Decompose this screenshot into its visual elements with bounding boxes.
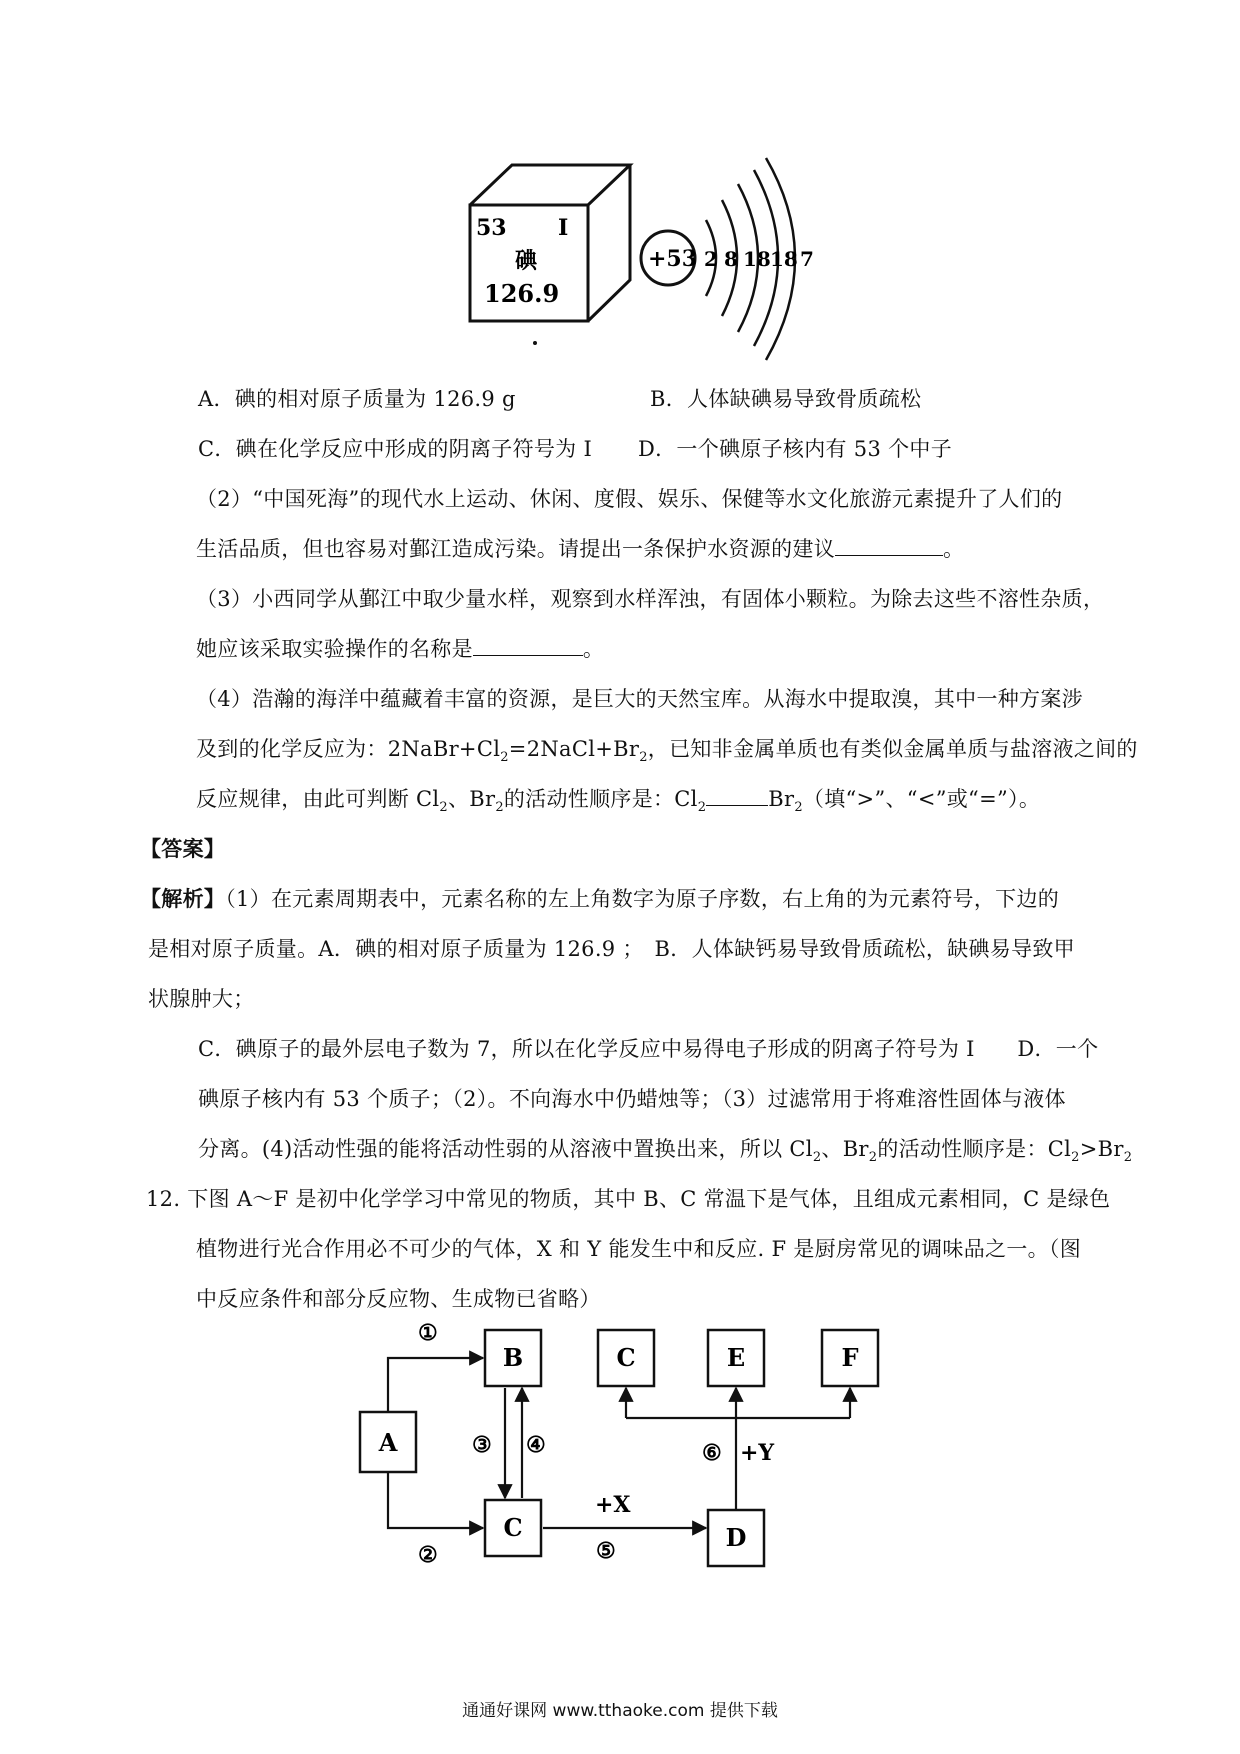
reaction-text-a: 及到的化学反应为：2NaBr+Cl bbox=[196, 737, 501, 761]
footer-text: 通通好课网 www.tthaoke.com 提供下载 bbox=[462, 1701, 778, 1721]
option-d: D．一个碘原子核内有 53 个中子 bbox=[638, 437, 953, 461]
subscript: 2 bbox=[1071, 1150, 1080, 1166]
answer-blank-activity[interactable] bbox=[706, 785, 768, 806]
iodine-figure bbox=[460, 140, 840, 380]
analysis-label: 【解析】 bbox=[140, 886, 226, 911]
analysis-line4: C．碘原子的最外层电子数为 7，所以在化学反应中易得电子形成的阴离子符号为 I D．一个 bbox=[198, 1037, 1099, 1061]
q12-line1: 12. 下图 A～F 是初中化学学习中常见的物质，其中 B、C 常温下是气体，且组成元素相同，C 是绿色 bbox=[146, 1187, 1111, 1211]
option-a: A．碘的相对原子质量为 126.9 g bbox=[198, 387, 516, 411]
element-symbol: I bbox=[558, 215, 569, 241]
analysis-line3: 状腺肿大； bbox=[148, 987, 255, 1011]
nucleus-charge: +53 bbox=[648, 246, 698, 272]
q12-line2: 植物进行光合作用必不可少的气体，X 和 Y 能发生中和反应. F 是厨房常见的调味品之一。（图 bbox=[196, 1237, 1082, 1261]
q11-part2-line1: （2）“中国死海”的现代水上运动、休闲、度假、娱乐、保健等水文化旅游元素提升了人们的 bbox=[196, 487, 1063, 511]
subscript: 2 bbox=[639, 750, 648, 766]
reaction-text-b: =2NaCl+Br bbox=[508, 737, 640, 761]
box-b-label: B bbox=[502, 1343, 524, 1372]
reaction-diagram bbox=[350, 1300, 950, 1590]
q11-part3-line2 bbox=[196, 634, 604, 664]
q11-part3-text: 她应该采取实验操作的名称是 bbox=[196, 637, 473, 661]
reaction-text-c: ，已知非金属单质也有类似金属单质与盐溶液之间的 bbox=[647, 737, 1138, 761]
element-number: 53 bbox=[476, 215, 507, 241]
box-f-label: F bbox=[841, 1343, 859, 1372]
atom-structure bbox=[641, 158, 814, 360]
activity-text-a: 反应规律，由此可判断 Cl bbox=[196, 787, 440, 811]
reaction-2-label: ② bbox=[418, 1542, 438, 1568]
plus-x-label: +X bbox=[595, 1492, 631, 1518]
bottom-dot bbox=[533, 341, 537, 345]
answer-heading: 【答案】 bbox=[140, 836, 226, 861]
subscript: 2 bbox=[500, 750, 509, 766]
q11-part3-line1: （3）小西同学从鄞江中取少量水样，观察到水样浑浊，有固体小颗粒。为除去这些不溶性杂质， bbox=[196, 587, 1105, 611]
box-c-top-label: C bbox=[616, 1343, 636, 1372]
q12-line3: 中反应条件和部分反应物、生成物已省略） bbox=[196, 1287, 601, 1311]
analysis-line5: 碘原子核内有 53 个质子；（2）。不向海水中仍蜡烛等；（3）过滤常用于将难溶性固体与液体 bbox=[198, 1087, 1066, 1111]
element-name: 碘 bbox=[515, 248, 538, 274]
arrow-a-to-b bbox=[388, 1358, 483, 1412]
subscript: 2 bbox=[1123, 1150, 1133, 1166]
reaction-diagram-svg bbox=[350, 1300, 950, 1590]
shell-2-count: 8 bbox=[724, 247, 738, 271]
analysis-6d: >Br bbox=[1079, 1137, 1124, 1161]
analysis-line6 bbox=[198, 1134, 1132, 1173]
analysis-line2: 是相对原子质量。A．碘的相对原子质量为 126.9 ； B．人体缺钙易导致骨质疏松，缺碘易导致甲 bbox=[148, 937, 1075, 961]
analysis-line1 bbox=[140, 884, 1059, 914]
box-a-label: A bbox=[378, 1428, 398, 1457]
q11-part4-line2 bbox=[196, 734, 1138, 773]
reaction-3-label: ③ bbox=[472, 1432, 492, 1458]
q11-part2-line2 bbox=[196, 534, 964, 564]
box-e-label: E bbox=[726, 1343, 746, 1372]
plus-y-label: +Y bbox=[740, 1440, 775, 1466]
analysis-text-1: （1）在元素周期表中，元素名称的左上角数字为原子序数，右上角的为元素符号，下边的 bbox=[225, 887, 1060, 911]
reaction-4-label: ④ bbox=[526, 1432, 546, 1458]
subscript: 2 bbox=[439, 800, 448, 816]
answer-blank-operation[interactable] bbox=[473, 635, 583, 656]
subscript: 2 bbox=[794, 800, 803, 816]
activity-text-d: Br bbox=[768, 787, 795, 811]
q11-part2-text: 生活品质，但也容易对鄞江造成污染。请提出一条保护水资源的建议 bbox=[196, 537, 835, 561]
q11-part3-end: 。 bbox=[582, 637, 605, 661]
shell-1-count: 2 bbox=[704, 247, 718, 271]
option-b: B．人体缺碘易导致骨质疏松 bbox=[650, 387, 922, 411]
subscript: 2 bbox=[495, 800, 504, 816]
box-c-label: C bbox=[503, 1513, 523, 1542]
activity-text-b: 、Br bbox=[447, 787, 496, 811]
analysis-6c: 的活动性顺序是：Cl bbox=[877, 1137, 1072, 1161]
option-c: C．碘在化学反应中形成的阴离子符号为 I bbox=[198, 437, 593, 461]
arrow-a-to-c bbox=[388, 1472, 483, 1528]
reaction-5-label: ⑤ bbox=[596, 1538, 616, 1564]
shell-4-count: 18 bbox=[770, 247, 798, 271]
subscript: 2 bbox=[868, 1150, 878, 1166]
answer-blank-water[interactable] bbox=[835, 535, 943, 556]
shell-5-count: 7 bbox=[800, 247, 814, 271]
activity-text-c: 的活动性顺序是：Cl bbox=[503, 787, 698, 811]
reaction-1-label: ① bbox=[418, 1320, 438, 1346]
element-mass: 126.9 bbox=[484, 279, 560, 308]
reaction-6-label: ⑥ bbox=[702, 1440, 722, 1466]
box-d-label: D bbox=[725, 1523, 747, 1552]
subscript: 2 bbox=[812, 1150, 822, 1166]
activity-text-e: （填“>”、“<”或“=”）。 bbox=[802, 787, 1041, 811]
shell-3-count: 18 bbox=[743, 247, 771, 271]
q11-part2-end: 。 bbox=[943, 537, 965, 561]
analysis-6a: 分离。(4)活动性强的能将活动性弱的从溶液中置换出来，所以 Cl bbox=[198, 1137, 813, 1161]
analysis-6b: 、Br bbox=[821, 1137, 869, 1161]
q11-part4-line1: （4）浩瀚的海洋中蕴藏着丰富的资源，是巨大的天然宝库。从海水中提取溴，其中一种方案涉 bbox=[196, 687, 1083, 711]
q11-part4-line3 bbox=[196, 784, 1040, 823]
subscript: 2 bbox=[697, 800, 707, 816]
iodine-figure-svg bbox=[460, 140, 840, 380]
